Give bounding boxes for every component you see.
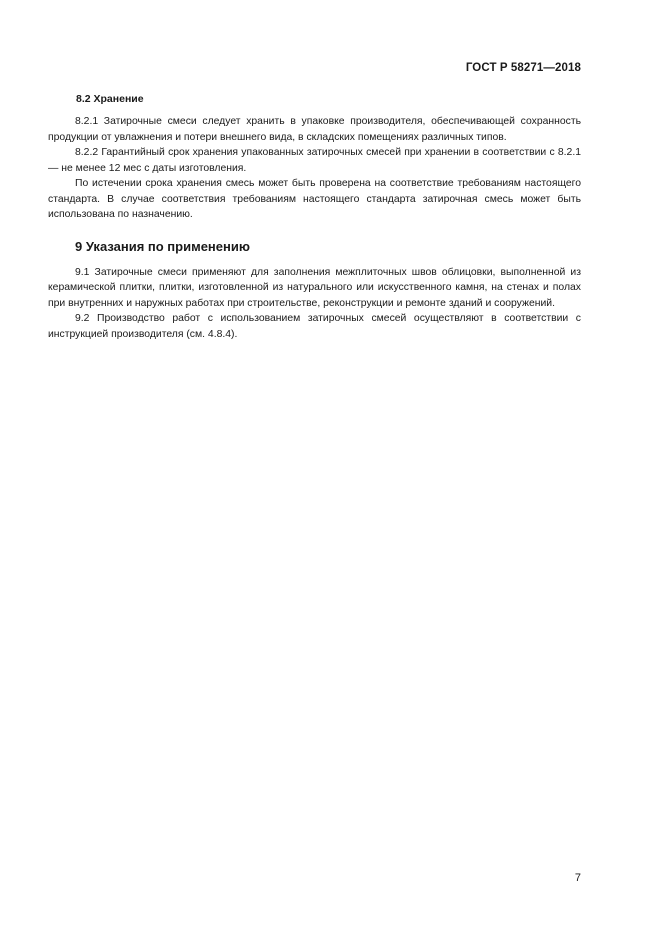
page-content (48, 92, 581, 342)
paragraph-8-2-expiry: По истечении срока хранения смесь может быть проверена на соответствие требованиям настоящего стандарта. В случае соответствия требованиям настоящего стандарта затирочная смесь может быть использована по назначению. (48, 178, 581, 220)
subsection-title-8-2: 8.2 Хранение (76, 93, 144, 105)
page-number: 7 (574, 872, 581, 884)
paragraph-9-1: 9.1 Затирочные смеси применяют для заполнения межплиточных швов облицовки, выполненной из керамической плитки, плитки, изготовленной из натурального или искусственного камня, на стенах и полах при внутренних и наружных работах при строительстве, реконструкции и ремонте зданий и сооружений. (48, 266, 581, 309)
paragraph-8-2-1: 8.2.1 Затирочные смеси следует хранить в упаковке производителя, обеспечивающей сохранность продукции от увлажнения и потери внешнего вида, в складских помещениях различных типов. (48, 116, 581, 143)
paragraph-8-2-2: 8.2.2 Гарантийный срок хранения упакованных затирочных смесей при хранении в соответствии с 8.2.1 — не менее 12 мес с даты изготовления. (48, 147, 581, 174)
document-code: ГОСТ Р 58271—2018 (465, 62, 581, 74)
section-title-9: 9 Указания по применению (75, 238, 250, 254)
paragraph-9-2: 9.2 Производство работ с использованием затирочных смесей осуществляют в соответствии с инструкцией производителя (см. 4.8.4). (48, 313, 581, 340)
